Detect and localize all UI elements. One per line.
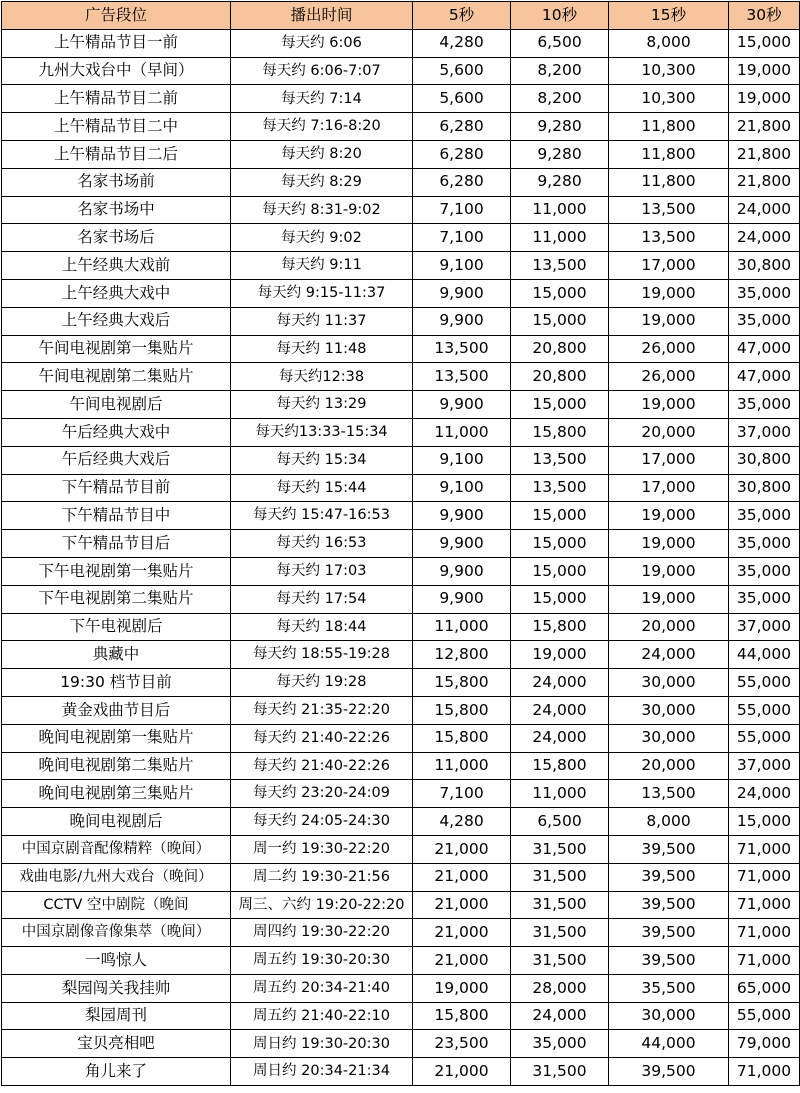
price-5s-cell: 9,900 [413, 307, 511, 335]
price-5s-cell: 21,000 [413, 835, 511, 863]
price-15s-cell: 19,000 [609, 502, 729, 530]
price-5s-cell: 21,000 [413, 947, 511, 975]
price-5s-cell: 6,280 [413, 113, 511, 141]
price-30s-cell: 35,000 [729, 557, 800, 585]
price-10s-cell: 8,200 [511, 57, 609, 85]
header-air-time: 播出时间 [231, 2, 413, 30]
ad-slot-cell: 中国京剧像音像集萃（晚间） [2, 919, 231, 947]
price-5s-cell: 5,600 [413, 85, 511, 113]
table-body [2, 29, 800, 1085]
price-30s-cell: 55,000 [729, 669, 800, 697]
air-time-cell: 每天约 21:40-22:26 [231, 724, 413, 752]
air-time-cell: 周日约 20:34-21:34 [231, 1058, 413, 1086]
price-30s-cell: 19,000 [729, 57, 800, 85]
price-10s-cell: 15,000 [511, 557, 609, 585]
price-15s-cell: 20,000 [609, 418, 729, 446]
price-10s-cell: 20,800 [511, 363, 609, 391]
table-row [2, 530, 800, 558]
price-10s-cell: 13,500 [511, 252, 609, 280]
price-10s-cell: 13,500 [511, 446, 609, 474]
air-time-cell: 每天约 24:05-24:30 [231, 808, 413, 836]
price-30s-cell: 47,000 [729, 335, 800, 363]
table-row [2, 363, 800, 391]
price-30s-cell: 15,000 [729, 29, 800, 57]
price-15s-cell: 30,000 [609, 724, 729, 752]
air-time-cell: 每天约 11:37 [231, 307, 413, 335]
table-row [2, 780, 800, 808]
table-row [2, 808, 800, 836]
price-15s-cell: 10,300 [609, 57, 729, 85]
air-time-cell: 每天约 9:15-11:37 [231, 279, 413, 307]
air-time-cell: 每天约 15:44 [231, 474, 413, 502]
ad-slot-cell: 午间电视剧第一集贴片 [2, 335, 231, 363]
air-time-cell: 每天约12:38 [231, 363, 413, 391]
price-15s-cell: 17,000 [609, 252, 729, 280]
price-5s-cell: 15,800 [413, 1002, 511, 1030]
price-30s-cell: 55,000 [729, 1002, 800, 1030]
ad-slot-cell: 下午电视剧第一集贴片 [2, 557, 231, 585]
air-time-cell: 每天约 11:48 [231, 335, 413, 363]
air-time-cell: 每天约 6:06-7:07 [231, 57, 413, 85]
ad-slot-cell: CCTV 空中剧院（晚间 [2, 891, 231, 919]
price-30s-cell: 21,800 [729, 168, 800, 196]
price-30s-cell: 71,000 [729, 919, 800, 947]
price-5s-cell: 15,800 [413, 724, 511, 752]
air-time-cell: 每天约 16:53 [231, 530, 413, 558]
price-5s-cell: 9,900 [413, 557, 511, 585]
price-30s-cell: 55,000 [729, 696, 800, 724]
price-5s-cell: 5,600 [413, 57, 511, 85]
price-15s-cell: 39,500 [609, 863, 729, 891]
price-30s-cell: 19,000 [729, 85, 800, 113]
price-30s-cell: 71,000 [729, 835, 800, 863]
air-time-cell: 每天约 6:06 [231, 29, 413, 57]
air-time-cell: 每天约 7:14 [231, 85, 413, 113]
air-time-cell: 周五约 19:30-20:30 [231, 947, 413, 975]
price-10s-cell: 24,000 [511, 696, 609, 724]
air-time-cell: 每天约13:33-15:34 [231, 418, 413, 446]
ad-slot-cell: 名家书场中 [2, 196, 231, 224]
table-row [2, 85, 800, 113]
table-row [2, 279, 800, 307]
ad-slot-cell: 上午经典大戏前 [2, 252, 231, 280]
price-5s-cell: 15,800 [413, 669, 511, 697]
price-5s-cell: 9,900 [413, 585, 511, 613]
price-30s-cell: 35,000 [729, 502, 800, 530]
price-10s-cell: 31,500 [511, 919, 609, 947]
ad-slot-cell: 梨园周刊 [2, 1002, 231, 1030]
price-15s-cell: 19,000 [609, 307, 729, 335]
price-5s-cell: 21,000 [413, 863, 511, 891]
price-15s-cell: 8,000 [609, 29, 729, 57]
price-15s-cell: 19,000 [609, 279, 729, 307]
ad-slot-cell: 角儿来了 [2, 1058, 231, 1086]
price-15s-cell: 24,000 [609, 641, 729, 669]
price-30s-cell: 35,000 [729, 585, 800, 613]
ad-slot-cell: 上午经典大戏后 [2, 307, 231, 335]
table-row [2, 474, 800, 502]
price-30s-cell: 30,800 [729, 446, 800, 474]
header-15s: 15秒 [609, 2, 729, 30]
ad-slot-cell: 晚间电视剧第二集贴片 [2, 752, 231, 780]
table-row [2, 974, 800, 1002]
ad-slot-cell: 梨园闯关我挂帅 [2, 974, 231, 1002]
table-row [2, 1058, 800, 1086]
price-30s-cell: 24,000 [729, 196, 800, 224]
ad-slot-cell: 名家书场前 [2, 168, 231, 196]
price-5s-cell: 6,280 [413, 140, 511, 168]
price-10s-cell: 19,000 [511, 641, 609, 669]
ad-slot-cell: 九州大戏台中（早间） [2, 57, 231, 85]
price-30s-cell: 15,000 [729, 808, 800, 836]
price-15s-cell: 39,500 [609, 919, 729, 947]
price-30s-cell: 21,800 [729, 113, 800, 141]
price-10s-cell: 31,500 [511, 947, 609, 975]
price-10s-cell: 20,800 [511, 335, 609, 363]
table-row [2, 947, 800, 975]
table-row [2, 1002, 800, 1030]
price-15s-cell: 19,000 [609, 391, 729, 419]
price-10s-cell: 15,000 [511, 585, 609, 613]
price-30s-cell: 44,000 [729, 641, 800, 669]
price-30s-cell: 21,800 [729, 140, 800, 168]
price-15s-cell: 44,000 [609, 1030, 729, 1058]
air-time-cell: 周三、六约 19:20-22:20 [231, 891, 413, 919]
price-10s-cell: 6,500 [511, 808, 609, 836]
price-10s-cell: 15,000 [511, 279, 609, 307]
price-15s-cell: 11,800 [609, 168, 729, 196]
table-row [2, 557, 800, 585]
price-15s-cell: 39,500 [609, 947, 729, 975]
table-row [2, 113, 800, 141]
price-5s-cell: 11,000 [413, 418, 511, 446]
air-time-cell: 每天约 18:44 [231, 613, 413, 641]
price-5s-cell: 9,900 [413, 391, 511, 419]
price-5s-cell: 13,500 [413, 363, 511, 391]
price-30s-cell: 35,000 [729, 530, 800, 558]
price-5s-cell: 23,500 [413, 1030, 511, 1058]
ad-slot-cell: 下午电视剧第二集贴片 [2, 585, 231, 613]
price-5s-cell: 11,000 [413, 613, 511, 641]
air-time-cell: 每天约 17:03 [231, 557, 413, 585]
price-10s-cell: 15,800 [511, 752, 609, 780]
table-row [2, 585, 800, 613]
header-row [2, 2, 800, 30]
air-time-cell: 每天约 8:31-9:02 [231, 196, 413, 224]
table-row [2, 391, 800, 419]
ad-slot-cell: 午后经典大戏后 [2, 446, 231, 474]
price-30s-cell: 37,000 [729, 752, 800, 780]
price-15s-cell: 39,500 [609, 1058, 729, 1086]
ad-slot-cell: 中国京剧音配像精粹（晚间） [2, 835, 231, 863]
price-15s-cell: 13,500 [609, 196, 729, 224]
header-10s: 10秒 [511, 2, 609, 30]
price-10s-cell: 15,800 [511, 613, 609, 641]
price-5s-cell: 9,900 [413, 502, 511, 530]
table-row [2, 29, 800, 57]
price-15s-cell: 19,000 [609, 557, 729, 585]
price-5s-cell: 9,100 [413, 252, 511, 280]
price-30s-cell: 71,000 [729, 891, 800, 919]
price-10s-cell: 11,000 [511, 224, 609, 252]
ad-slot-cell: 下午电视剧后 [2, 613, 231, 641]
ad-slot-cell: 下午精品节目中 [2, 502, 231, 530]
price-15s-cell: 17,000 [609, 446, 729, 474]
ad-slot-cell: 黄金戏曲节目后 [2, 696, 231, 724]
price-10s-cell: 9,280 [511, 140, 609, 168]
price-15s-cell: 35,500 [609, 974, 729, 1002]
ad-slot-cell: 上午精品节目二后 [2, 140, 231, 168]
ad-rate-table [1, 1, 800, 1086]
table-row [2, 140, 800, 168]
price-10s-cell: 9,280 [511, 113, 609, 141]
price-5s-cell: 21,000 [413, 1058, 511, 1086]
price-10s-cell: 31,500 [511, 835, 609, 863]
price-10s-cell: 31,500 [511, 1058, 609, 1086]
price-5s-cell: 11,000 [413, 752, 511, 780]
table-row [2, 863, 800, 891]
air-time-cell: 每天约 21:35-22:20 [231, 696, 413, 724]
ad-slot-cell: 典藏中 [2, 641, 231, 669]
table-row [2, 724, 800, 752]
ad-slot-cell: 下午精品节目后 [2, 530, 231, 558]
ad-slot-cell: 上午经典大戏中 [2, 279, 231, 307]
price-10s-cell: 9,280 [511, 168, 609, 196]
price-30s-cell: 24,000 [729, 780, 800, 808]
table-row [2, 57, 800, 85]
price-15s-cell: 19,000 [609, 530, 729, 558]
price-5s-cell: 15,800 [413, 696, 511, 724]
air-time-cell: 每天约 19:28 [231, 669, 413, 697]
price-15s-cell: 20,000 [609, 752, 729, 780]
air-time-cell: 每天约 7:16-8:20 [231, 113, 413, 141]
price-30s-cell: 37,000 [729, 418, 800, 446]
price-15s-cell: 26,000 [609, 363, 729, 391]
table-header [2, 2, 800, 30]
price-30s-cell: 30,800 [729, 474, 800, 502]
table-row [2, 502, 800, 530]
price-30s-cell: 35,000 [729, 279, 800, 307]
header-30s: 30秒 [729, 2, 800, 30]
price-10s-cell: 35,000 [511, 1030, 609, 1058]
table-row [2, 418, 800, 446]
price-15s-cell: 26,000 [609, 335, 729, 363]
ad-slot-cell: 上午精品节目二中 [2, 113, 231, 141]
air-time-cell: 周日约 19:30-20:30 [231, 1030, 413, 1058]
table-row [2, 1030, 800, 1058]
price-5s-cell: 21,000 [413, 919, 511, 947]
air-time-cell: 每天约 13:29 [231, 391, 413, 419]
air-time-cell: 周四约 19:30-22:20 [231, 919, 413, 947]
table-row [2, 168, 800, 196]
air-time-cell: 周二约 19:30-21:56 [231, 863, 413, 891]
ad-slot-cell: 戏曲电影/九州大戏台（晚间） [2, 863, 231, 891]
price-10s-cell: 13,500 [511, 474, 609, 502]
price-5s-cell: 9,100 [413, 446, 511, 474]
price-5s-cell: 9,900 [413, 279, 511, 307]
price-15s-cell: 20,000 [609, 613, 729, 641]
table-row [2, 835, 800, 863]
air-time-cell: 每天约 15:47-16:53 [231, 502, 413, 530]
price-30s-cell: 55,000 [729, 724, 800, 752]
air-time-cell: 每天约 9:02 [231, 224, 413, 252]
price-5s-cell: 9,100 [413, 474, 511, 502]
price-15s-cell: 13,500 [609, 224, 729, 252]
price-5s-cell: 9,900 [413, 530, 511, 558]
price-15s-cell: 39,500 [609, 891, 729, 919]
price-15s-cell: 10,300 [609, 85, 729, 113]
price-5s-cell: 21,000 [413, 891, 511, 919]
price-5s-cell: 6,280 [413, 168, 511, 196]
price-30s-cell: 79,000 [729, 1030, 800, 1058]
price-10s-cell: 31,500 [511, 891, 609, 919]
air-time-cell: 每天约 21:40-22:26 [231, 752, 413, 780]
price-15s-cell: 19,000 [609, 585, 729, 613]
price-15s-cell: 11,800 [609, 113, 729, 141]
ad-slot-cell: 一鸣惊人 [2, 947, 231, 975]
ad-slot-cell: 宝贝亮相吧 [2, 1030, 231, 1058]
price-10s-cell: 11,000 [511, 780, 609, 808]
table-row [2, 446, 800, 474]
table-row [2, 196, 800, 224]
price-15s-cell: 30,000 [609, 669, 729, 697]
price-15s-cell: 17,000 [609, 474, 729, 502]
price-10s-cell: 28,000 [511, 974, 609, 1002]
ad-slot-cell: 午间电视剧后 [2, 391, 231, 419]
price-10s-cell: 15,000 [511, 391, 609, 419]
air-time-cell: 每天约 8:20 [231, 140, 413, 168]
ad-slot-cell: 名家书场后 [2, 224, 231, 252]
table-row [2, 641, 800, 669]
air-time-cell: 周一约 19:30-22:20 [231, 835, 413, 863]
table-row [2, 752, 800, 780]
header-5s: 5秒 [413, 2, 511, 30]
table-row [2, 669, 800, 697]
table-row [2, 891, 800, 919]
table-row [2, 919, 800, 947]
ad-slot-cell: 晚间电视剧第一集贴片 [2, 724, 231, 752]
price-5s-cell: 7,100 [413, 224, 511, 252]
price-30s-cell: 35,000 [729, 391, 800, 419]
ad-slot-cell: 晚间电视剧后 [2, 808, 231, 836]
price-30s-cell: 71,000 [729, 863, 800, 891]
ad-slot-cell: 午间电视剧第二集贴片 [2, 363, 231, 391]
price-5s-cell: 7,100 [413, 780, 511, 808]
ad-slot-cell: 晚间电视剧第三集贴片 [2, 780, 231, 808]
air-time-cell: 每天约 17:54 [231, 585, 413, 613]
table-row [2, 696, 800, 724]
price-5s-cell: 13,500 [413, 335, 511, 363]
air-time-cell: 每天约 18:55-19:28 [231, 641, 413, 669]
price-30s-cell: 71,000 [729, 1058, 800, 1086]
price-5s-cell: 12,800 [413, 641, 511, 669]
price-15s-cell: 8,000 [609, 808, 729, 836]
air-time-cell: 每天约 9:11 [231, 252, 413, 280]
ad-slot-cell: 午后经典大戏中 [2, 418, 231, 446]
price-30s-cell: 35,000 [729, 307, 800, 335]
price-10s-cell: 6,500 [511, 29, 609, 57]
table-row [2, 307, 800, 335]
price-30s-cell: 65,000 [729, 974, 800, 1002]
price-10s-cell: 15,800 [511, 418, 609, 446]
table-row [2, 252, 800, 280]
ad-slot-cell: 19:30 档节目前 [2, 669, 231, 697]
price-15s-cell: 13,500 [609, 780, 729, 808]
table-row [2, 335, 800, 363]
ad-slot-cell: 上午精品节目一前 [2, 29, 231, 57]
price-10s-cell: 24,000 [511, 1002, 609, 1030]
price-15s-cell: 30,000 [609, 1002, 729, 1030]
price-10s-cell: 24,000 [511, 724, 609, 752]
price-30s-cell: 30,800 [729, 252, 800, 280]
air-time-cell: 周五约 20:34-21:40 [231, 974, 413, 1002]
price-10s-cell: 31,500 [511, 863, 609, 891]
price-10s-cell: 15,000 [511, 502, 609, 530]
air-time-cell: 每天约 15:34 [231, 446, 413, 474]
air-time-cell: 每天约 23:20-24:09 [231, 780, 413, 808]
price-30s-cell: 37,000 [729, 613, 800, 641]
price-10s-cell: 15,000 [511, 307, 609, 335]
price-5s-cell: 4,280 [413, 808, 511, 836]
price-5s-cell: 4,280 [413, 29, 511, 57]
price-15s-cell: 30,000 [609, 696, 729, 724]
price-15s-cell: 11,800 [609, 140, 729, 168]
price-10s-cell: 24,000 [511, 669, 609, 697]
price-15s-cell: 39,500 [609, 835, 729, 863]
table-row [2, 224, 800, 252]
ad-slot-cell: 上午精品节目二前 [2, 85, 231, 113]
price-10s-cell: 15,000 [511, 530, 609, 558]
air-time-cell: 每天约 8:29 [231, 168, 413, 196]
price-10s-cell: 8,200 [511, 85, 609, 113]
price-30s-cell: 47,000 [729, 363, 800, 391]
price-30s-cell: 71,000 [729, 947, 800, 975]
price-5s-cell: 19,000 [413, 974, 511, 1002]
price-10s-cell: 11,000 [511, 196, 609, 224]
air-time-cell: 周五约 21:40-22:10 [231, 1002, 413, 1030]
price-5s-cell: 7,100 [413, 196, 511, 224]
ad-slot-cell: 下午精品节目前 [2, 474, 231, 502]
table-row [2, 613, 800, 641]
price-30s-cell: 24,000 [729, 224, 800, 252]
header-ad-slot: 广告段位 [2, 2, 231, 30]
